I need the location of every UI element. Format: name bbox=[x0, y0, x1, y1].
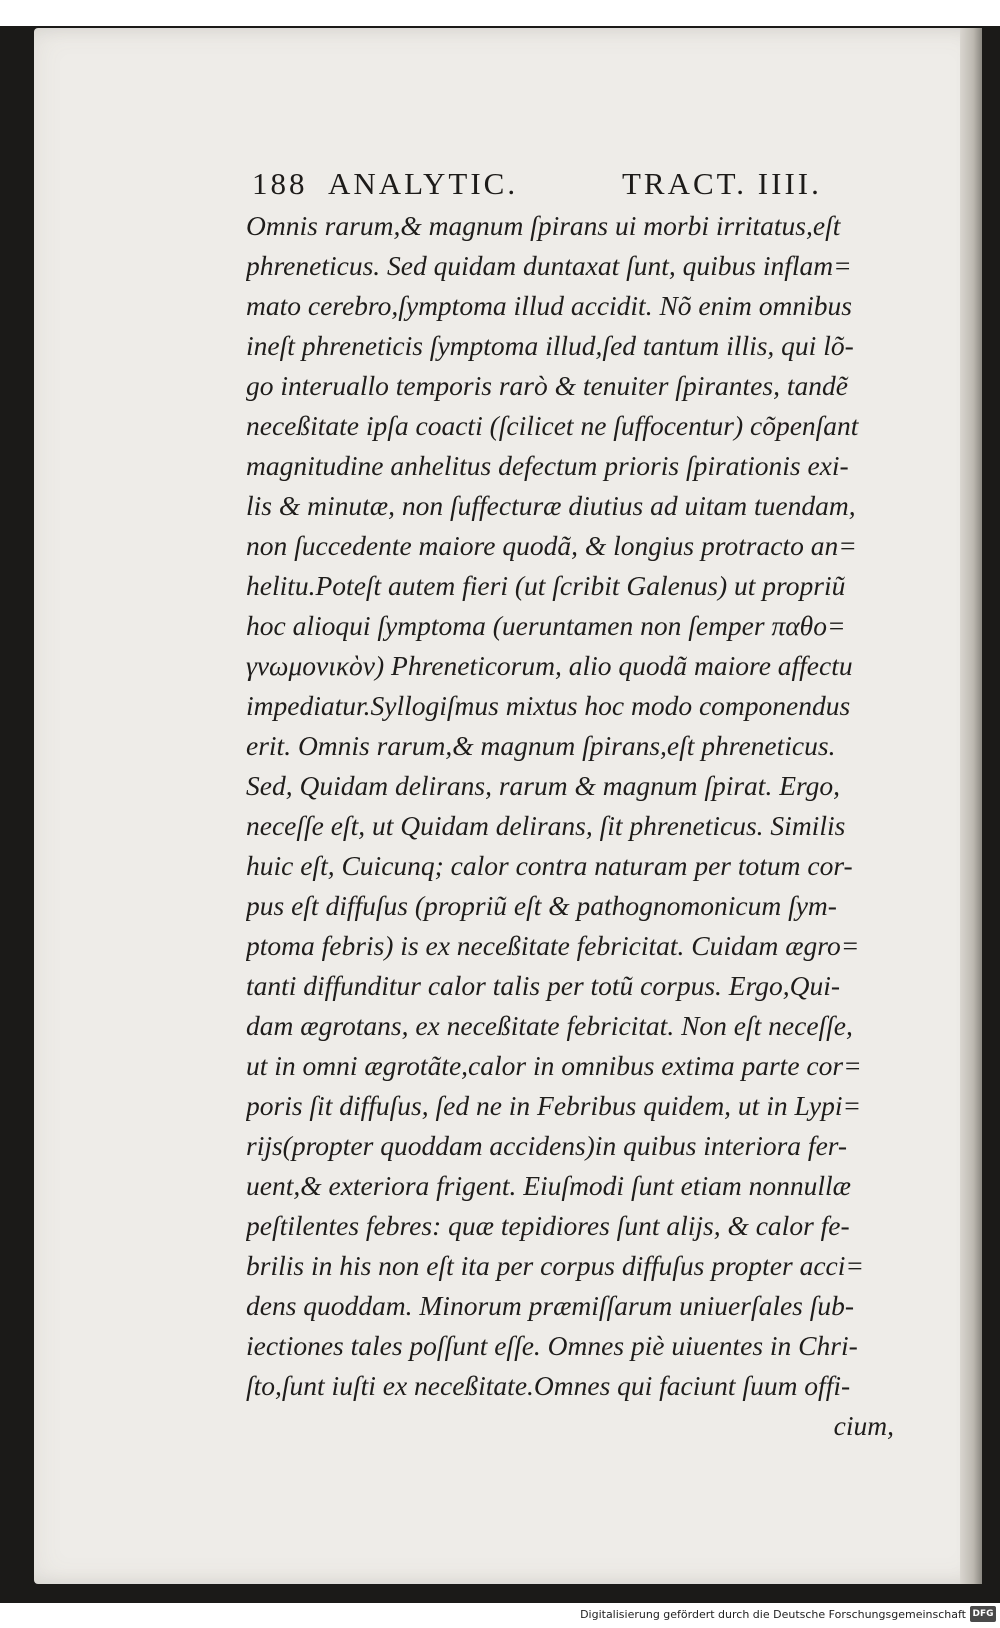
text-line: huic eſt, Cuicunq; calor contra naturam per totum cor- bbox=[246, 850, 853, 881]
text-line: go interuallo temporis rarò & tenuiter ſpirantes, tandẽ bbox=[246, 370, 848, 401]
scan-top-margin bbox=[0, 0, 1000, 26]
text-line: ptoma febris) is ex neceßitate febricitat. Cuidam ægro= bbox=[246, 930, 860, 961]
running-header bbox=[252, 166, 912, 206]
text-line: uent,& exteriora frigent. Eiuſmodi ſunt etiam nonnullæ bbox=[246, 1170, 851, 1201]
text-line: peſtilentes febres: quæ tepidiores ſunt alijs, & calor fe- bbox=[246, 1210, 850, 1241]
text-line: ſto,ſunt iuſti ex neceßitate.Omnes qui faciunt ſuum offi- bbox=[246, 1370, 851, 1401]
text-line: poris ſit diffuſus, ſed ne in Febribus quidem, ut in Lypi= bbox=[246, 1090, 862, 1121]
page-number: 188 bbox=[252, 166, 308, 201]
text-line: Sed, Quidam delirans, rarum & magnum ſpirat. Ergo, bbox=[246, 770, 841, 801]
text-line: hoc alioqui ſymptoma (ueruntamen non ſemper παθο= bbox=[246, 610, 846, 641]
page-edge-shadow bbox=[960, 28, 982, 1584]
text-line: cium, bbox=[833, 1410, 894, 1441]
text-line: dens quoddam. Minorum præmiſſarum uniuerſales ſub- bbox=[246, 1290, 855, 1321]
text-line: ut in omni ægrotãte,calor in omnibus extima parte cor= bbox=[246, 1050, 862, 1081]
running-title-right: TRACT. IIII. bbox=[622, 166, 822, 201]
text-line: rijs(propter quoddam accidens)in quibus interiora fer- bbox=[246, 1130, 848, 1161]
text-line: neceßitate ipſa coacti (ſcilicet ne ſuffocentur) cõpenſant bbox=[246, 410, 859, 441]
dfg-logo: DFG bbox=[970, 1606, 996, 1622]
text-line: magnitudine anhelitus defectum prioris ſpirationis exi- bbox=[246, 450, 849, 481]
running-title-left: ANALYTIC. bbox=[328, 166, 519, 201]
text-line: lis & minutæ, non ſuffecturæ diutius ad uitam tuendam, bbox=[246, 490, 856, 521]
text-line: pus eſt diffuſus (propriũ eſt & pathognomonicum ſym- bbox=[246, 890, 837, 921]
text-line: γνωμονικὸν) Phreneticorum, alio quodã maiore affectu bbox=[246, 650, 853, 681]
text-line: impediatur.Syllogiſmus mixtus hoc modo componendus bbox=[246, 690, 851, 721]
text-line: neceſſe eſt, ut Quidam delirans, ſit phreneticus. Similis bbox=[246, 810, 846, 841]
text-line: iectiones tales poſſunt eſſe. Omnes piè uiuentes in Chri- bbox=[246, 1330, 858, 1361]
body-text bbox=[246, 206, 946, 1446]
text-line: ineſt phreneticis ſymptoma illud,ſed tantum illis, qui lõ- bbox=[246, 330, 854, 361]
text-line: non ſuccedente maiore quodã, & longius protracto an= bbox=[246, 530, 857, 561]
funding-credit: Digitalisierung gefördert durch die Deutsche Forschungsgemeinschaft bbox=[580, 1608, 966, 1621]
text-line: helitu.Poteſt autem fieri (ut ſcribit Galenus) ut propriũ bbox=[246, 570, 846, 601]
text-line: dam ægrotans, ex neceßitate febricitat. Non eſt neceſſe, bbox=[246, 1010, 853, 1041]
text-line: tanti diffunditur calor talis per totũ corpus. Ergo,Qui- bbox=[246, 970, 841, 1001]
text-line: mato cerebro,ſymptoma illud accidit. Nõ enim omnibus bbox=[246, 290, 852, 321]
text-line: erit. Omnis rarum,& magnum ſpirans,eſt phreneticus. bbox=[246, 730, 836, 761]
text-line: phreneticus. Sed quidam duntaxat ſunt, quibus inflam= bbox=[246, 250, 852, 281]
text-line: Omnis rarum,& magnum ſpirans ui morbi irritatus,eſt bbox=[246, 210, 841, 241]
text-line: brilis in his non eſt ita per corpus diffuſus propter acci= bbox=[246, 1250, 864, 1281]
